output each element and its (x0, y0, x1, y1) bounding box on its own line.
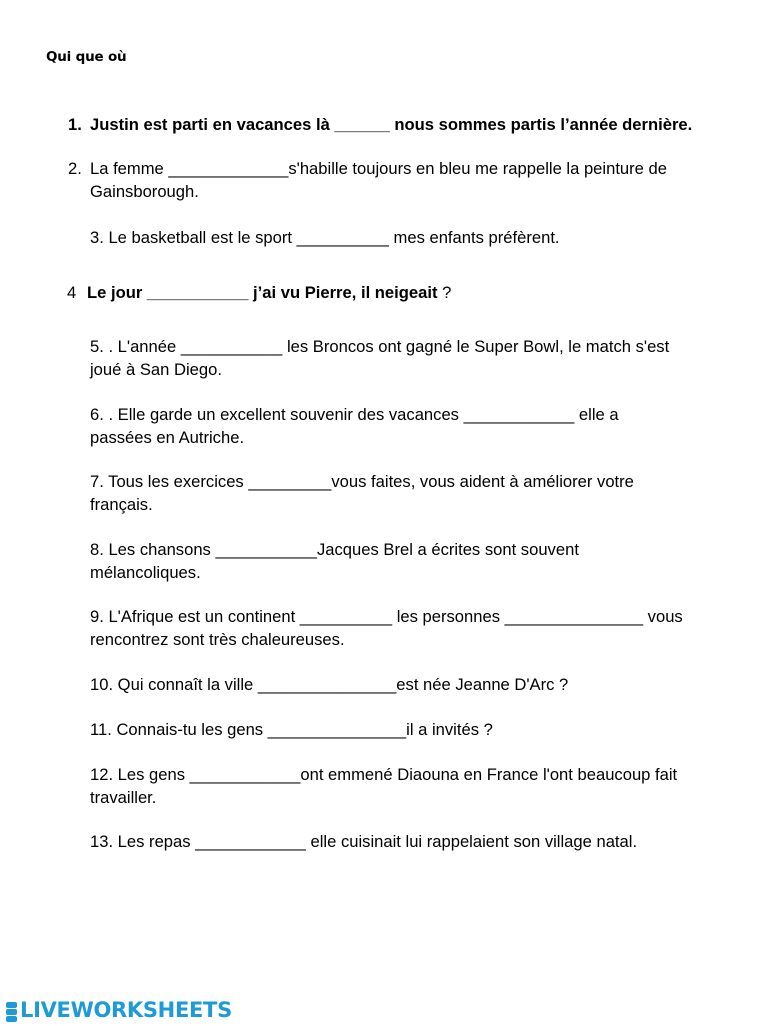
question-2 (68, 158, 667, 181)
question-8-continued: mélancoliques. (90, 563, 201, 582)
logo-bars-icon (6, 998, 18, 1022)
question-13: 13. Les repas ____________ elle cuisinait lui rappelaient son village natal. (90, 832, 638, 851)
question-text: Le jour ___________ j’ai vu Pierre, il neigeait (87, 283, 438, 302)
question-12-continued: travailler. (90, 788, 157, 807)
liveworksheets-logo (6, 994, 232, 1026)
question-number: 2. (68, 159, 82, 178)
question-7: 7. Tous les exercices _________vous faites, vous aident à améliorer votre (90, 472, 634, 491)
question-9-continued: rencontrez sont très chaleureuses. (90, 630, 345, 649)
question-number: 1. (68, 115, 82, 134)
question-11: 11. Connais-tu les gens _______________il a invités ? (90, 720, 493, 739)
question-5: 5. . L'année ___________ les Broncos ont gagné le Super Bowl, le match s'est (90, 337, 670, 356)
logo-text: LIVEWORKSHEETS (20, 998, 232, 1022)
question-7-continued: français. (90, 495, 153, 514)
question-3: 3. Le basketball est le sport __________ mes enfants préfèrent. (90, 228, 560, 247)
question-5-continued: joué à San Diego. (90, 360, 222, 379)
question-6-continued: passées en Autriche. (90, 428, 245, 447)
question-4 (67, 282, 451, 305)
question-8: 8. Les chansons ___________Jacques Brel a écrites sont souvent (90, 540, 579, 559)
question-number: 4 (67, 283, 77, 302)
question-12: 12. Les gens ____________ont emmené Diaouna en France l'ont beaucoup fait (90, 765, 678, 784)
question-6: 6. . Elle garde un excellent souvenir des vacances ____________ elle a (90, 405, 619, 424)
question-1 (68, 114, 692, 137)
question-2-continued: Gainsborough. (90, 182, 199, 201)
question-text: Justin est parti en vacances là ______ nous sommes partis l’année dernière. (90, 115, 693, 134)
question-10: 10. Qui connaît la ville _______________est née Jeanne D'Arc ? (90, 675, 569, 694)
question-text: La femme _____________s'habille toujours en bleu me rappelle la peinture de (90, 159, 667, 178)
question-tail: ? (437, 283, 452, 302)
page-title: Qui que où (46, 49, 127, 65)
question-9: 9. L'Afrique est un continent __________ les personnes _______________ vous (90, 607, 683, 626)
